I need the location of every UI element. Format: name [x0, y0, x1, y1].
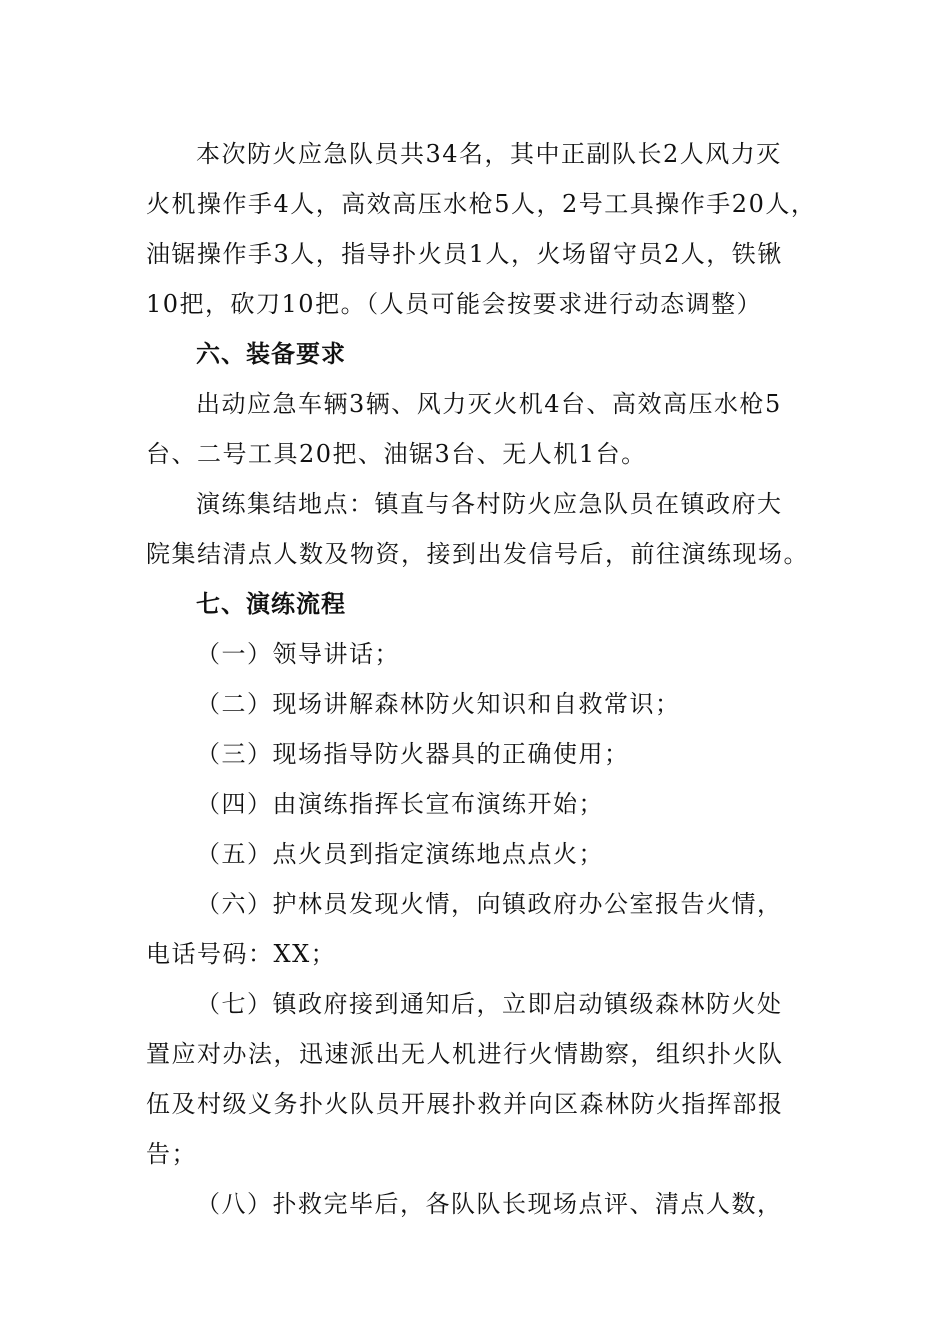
paragraph-team-line-1: 本次防火应急队员共34名，其中正副队长2人风力灭: [196, 140, 782, 168]
section-heading-procedure: 七、演练流程: [196, 590, 346, 618]
procedure-step-7-line-1: （七）镇政府接到通知后，立即启动镇级森林防火处: [196, 990, 783, 1018]
paragraph-assembly-line-2: 院集结清点人数及物资，接到出发信号后，前往演练现场。: [146, 540, 809, 568]
procedure-step-3: （三）现场指导防火器具的正确使用；: [196, 740, 630, 768]
procedure-step-2: （二）现场讲解森林防火知识和自救常识；: [196, 690, 681, 718]
procedure-step-6-line-1: （六）护林员发现火情，向镇政府办公室报告火情，: [196, 890, 783, 918]
paragraph-team-line-2: 火机操作手4人，高效高压水枪5人，2号工具操作手20人，: [146, 190, 817, 218]
procedure-step-8-line-1: （八）扑救完毕后，各队队长现场点评、清点人数，: [196, 1190, 783, 1218]
paragraph-equipment-line-1: 出动应急车辆3辆、风力灭火机4台、高效高压水枪5: [196, 390, 782, 418]
paragraph-assembly-line-1: 演练集结地点：镇直与各村防火应急队员在镇政府大: [196, 490, 783, 518]
procedure-step-4: （四）由演练指挥长宣布演练开始；: [196, 790, 604, 818]
procedure-step-7-line-3: 伍及村级义务扑火队员开展扑救并向区森林防火指挥部报: [146, 1090, 784, 1118]
procedure-step-5: （五）点火员到指定演练地点点火；: [196, 840, 604, 868]
procedure-step-6-line-2: 电话号码：XX；: [146, 940, 337, 968]
procedure-step-7-line-4: 告；: [146, 1140, 197, 1168]
procedure-step-1: （一）领导讲话；: [196, 640, 400, 668]
paragraph-equipment-line-2: 台、二号工具20把、油锯3台、无人机1台。: [146, 440, 647, 468]
paragraph-team-line-4: 10把，砍刀10把。（人员可能会按要求进行动态调整）: [146, 290, 763, 318]
paragraph-team-line-3: 油锯操作手3人，指导扑火员1人，火场留守员2人，铁锹: [146, 240, 783, 268]
procedure-step-7-line-2: 置应对办法，迅速派出无人机进行火情勘察，组织扑火队: [146, 1040, 784, 1068]
section-heading-equipment: 六、装备要求: [196, 340, 346, 368]
